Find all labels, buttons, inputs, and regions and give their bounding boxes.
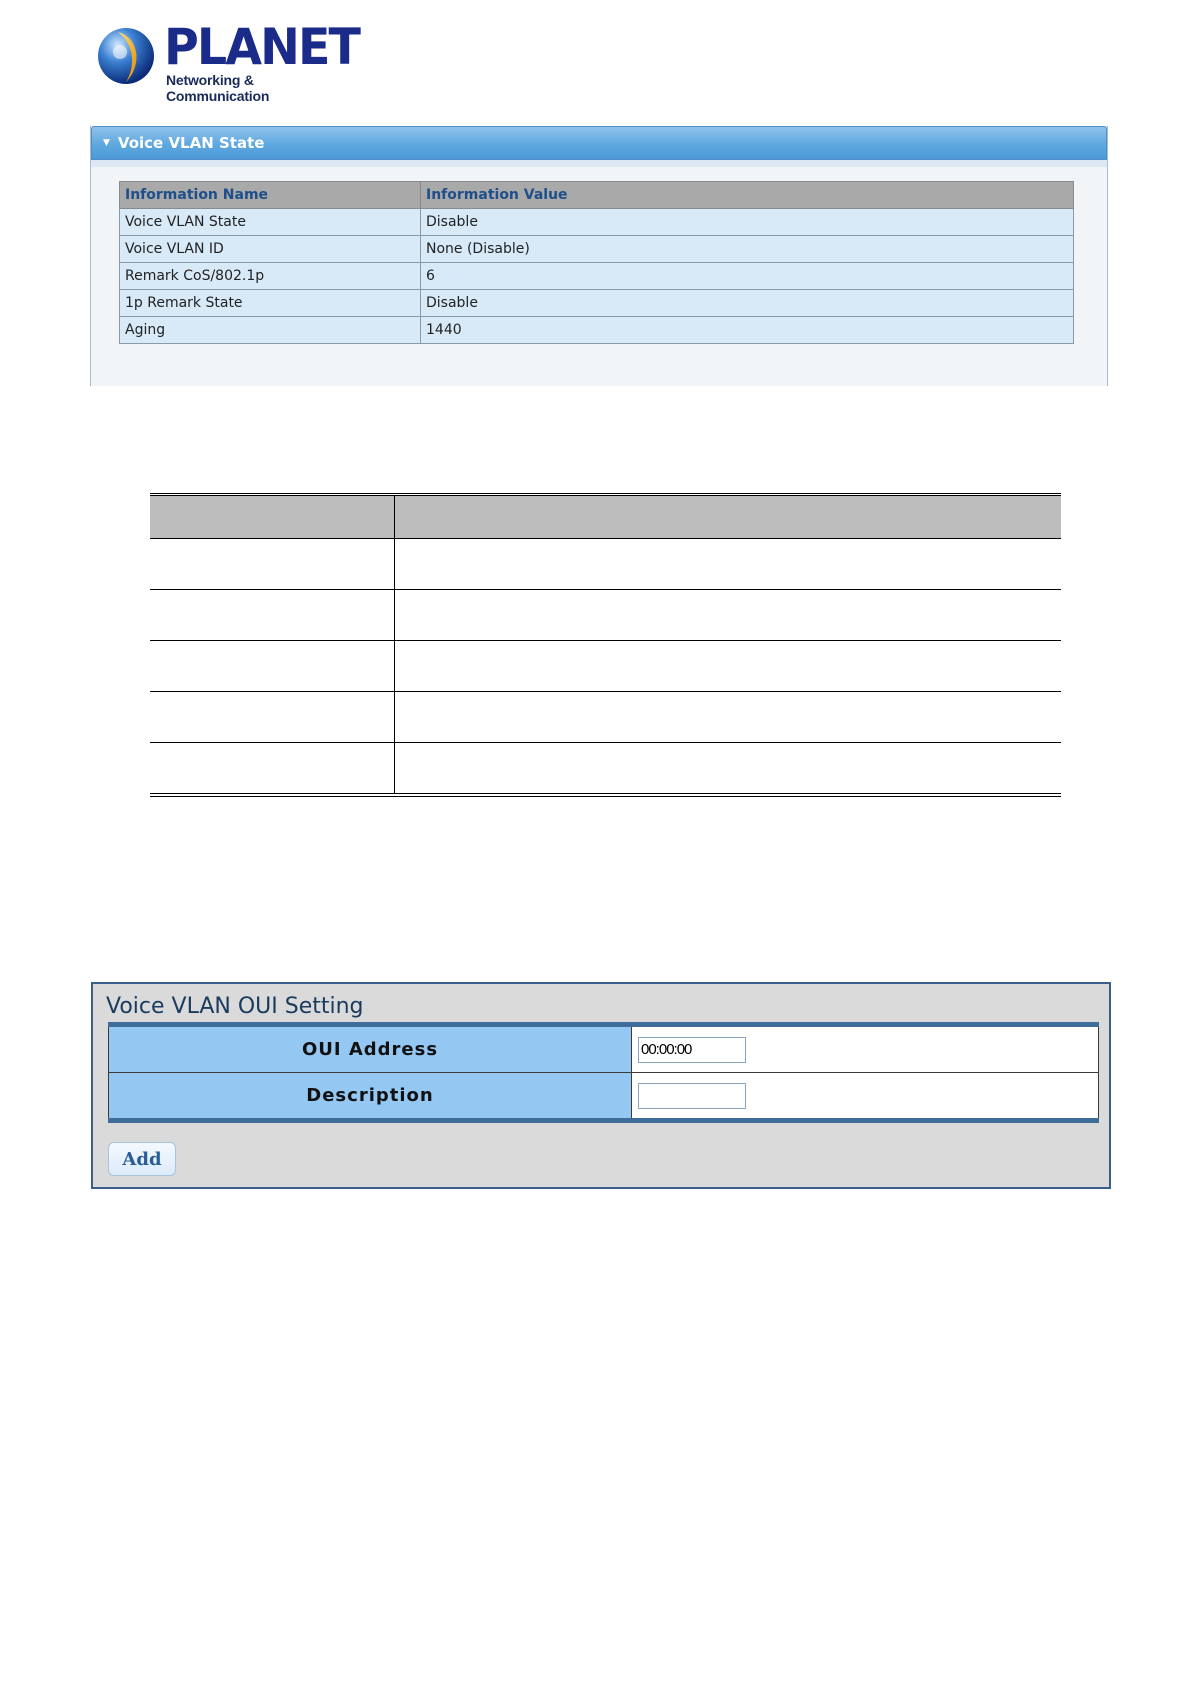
column-header-name: Information Name: [120, 182, 421, 209]
info-value: Disable: [421, 290, 1074, 317]
column-header-object: [150, 495, 395, 539]
table-row: [150, 539, 1061, 590]
info-name: Aging: [120, 317, 421, 344]
table-row: [150, 692, 1061, 743]
table-header-row: [150, 495, 1061, 539]
oui-address-label: OUI Address: [109, 1025, 632, 1073]
panel-title: Voice VLAN State: [117, 134, 265, 152]
info-value: 1440: [421, 317, 1074, 344]
planet-logo: [96, 18, 360, 104]
table-row: [120, 290, 1074, 317]
voice-vlan-state-panel: [90, 126, 1108, 386]
table-row: [150, 641, 1061, 692]
table-row: [120, 263, 1074, 290]
description-row: [109, 1073, 1099, 1121]
column-header-description: [395, 495, 1062, 539]
info-name: Voice VLAN State: [120, 209, 421, 236]
table-row: [120, 317, 1074, 344]
info-value: None (Disable): [421, 236, 1074, 263]
logo-brand: PLANET: [164, 18, 360, 76]
table-row: [120, 209, 1074, 236]
description-table: [150, 493, 1061, 797]
header-separator: [91, 160, 1107, 167]
globe-icon: [96, 26, 156, 86]
table-row: [150, 743, 1061, 796]
table-row: [150, 590, 1061, 641]
info-name: 1p Remark State: [120, 290, 421, 317]
oui-setting-panel: [91, 982, 1111, 1189]
collapse-caret-icon[interactable]: ▼: [103, 138, 110, 148]
table-row: [120, 236, 1074, 263]
oui-address-input[interactable]: [638, 1037, 746, 1063]
info-value: Disable: [421, 209, 1074, 236]
column-header-value: Information Value: [421, 182, 1074, 209]
info-value: 6: [421, 263, 1074, 290]
add-button[interactable]: Add: [108, 1142, 176, 1176]
description-input[interactable]: [638, 1083, 746, 1109]
voice-vlan-info-table: [119, 181, 1074, 344]
table-header-row: [120, 182, 1074, 209]
panel-title: Voice VLAN OUI Setting: [106, 994, 364, 1019]
oui-address-row: [109, 1025, 1099, 1073]
logo-tagline: Networking & Communication: [166, 72, 270, 104]
info-name: Voice VLAN ID: [120, 236, 421, 263]
voice-vlan-state-header[interactable]: [91, 126, 1107, 160]
info-name: Remark CoS/802.1p: [120, 263, 421, 290]
description-label: Description: [109, 1073, 632, 1121]
oui-setting-table: [108, 1022, 1099, 1123]
